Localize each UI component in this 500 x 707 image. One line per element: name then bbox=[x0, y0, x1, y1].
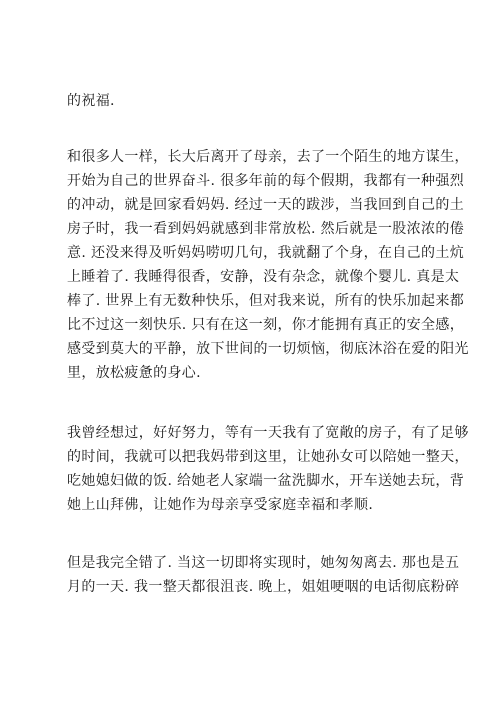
text-line: 的冲动，就是回家看妈妈. 经过一天的跋涉，当我回到自己的土 bbox=[67, 197, 465, 213]
text-line: 和很多人一样，长大后离开了母亲，去了一个陌生的地方谋生， bbox=[67, 149, 469, 165]
text-line: 里，放松疲惫的身心. bbox=[67, 365, 201, 381]
text-line: 她上山拜佛，让她作为母亲享受家庭幸福和孝顺. bbox=[67, 497, 374, 513]
text-line: 比不过这一刻快乐. 只有在这一刻，你才能拥有真正的安全感， bbox=[67, 317, 465, 333]
text-line: 上睡着了. 我睡得很香，安静，没有杂念，就像个婴儿. 真是太 bbox=[67, 269, 460, 285]
text-line: 的时间，我就可以把我妈带到这里，让她孙女可以陪她一整天， bbox=[67, 449, 469, 465]
text-line: 棒了. 世界上有无数种快乐，但对我来说，所有的快乐加起来都 bbox=[67, 293, 465, 309]
text-line: 感受到莫大的平静，放下世间的一切烦恼，彻底沐浴在爱的阳光 bbox=[67, 341, 469, 357]
text-line: 意. 还没来得及听妈妈唠叨几句，我就翻了个身，在自己的土炕 bbox=[67, 245, 465, 261]
text-line: 吃她媳妇做的饭. 给她老人家端一盆洗脚水，开车送她去玩，背 bbox=[67, 473, 465, 489]
text-line: 但是我完全错了. 当这一切即将实现时，她匆匆离去. 那也是五 bbox=[67, 555, 460, 571]
text-line: 开始为自己的世界奋斗. 很多年前的每个假期，我都有一种强烈 bbox=[67, 173, 465, 189]
text-line: 我曾经想过，好好努力，等有一天我有了宽敞的房子，有了足够 bbox=[67, 425, 469, 441]
text-line: 月的一天. 我一整天都很沮丧. 晚上，姐姐哽咽的电话彻底粉碎 bbox=[67, 579, 460, 595]
text-line: 的祝福. bbox=[67, 93, 115, 109]
text-line: 房子时，我一看到妈妈就感到非常放松. 然后就是一股浓浓的倦 bbox=[67, 221, 465, 237]
